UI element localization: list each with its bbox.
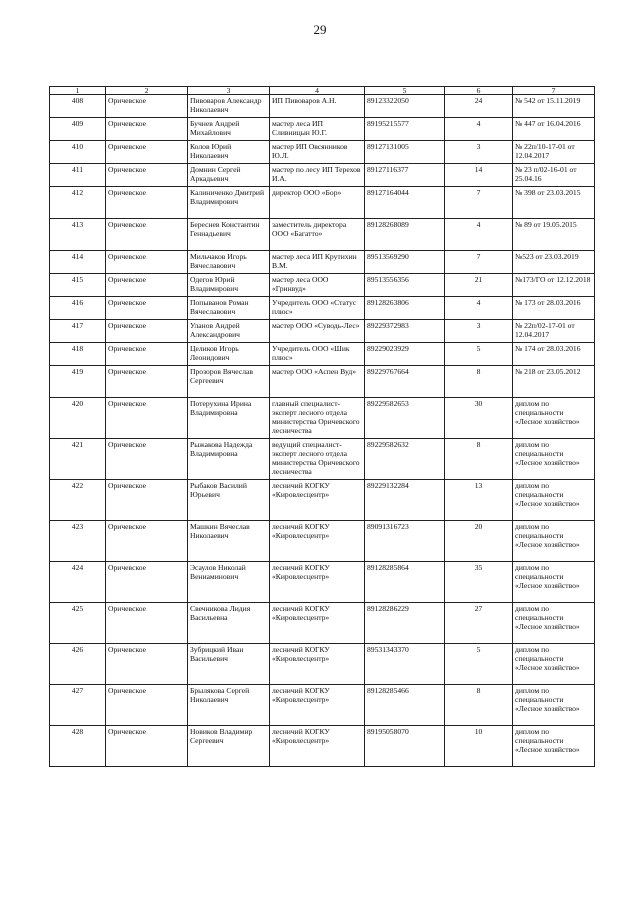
experience-years: 4: [445, 219, 513, 251]
column-number-6: 6: [445, 87, 513, 95]
document-reference: диплом по специальности «Лесное хозяйство»: [513, 644, 595, 685]
row-number: 427: [50, 685, 106, 726]
table-row: [50, 644, 595, 685]
row-number: 417: [50, 320, 106, 343]
person-name: Потерухина Ирина Владимировна: [188, 398, 270, 439]
forestry-name: Оричевское: [106, 164, 188, 187]
table-row: [50, 685, 595, 726]
forestry-name: Оричевское: [106, 320, 188, 343]
experience-years: 7: [445, 251, 513, 274]
position-organization: заместитель директора ООО «Багатто»: [270, 219, 365, 251]
forestry-name: Оричевское: [106, 603, 188, 644]
position-organization: мастер ООО «Аспен Вуд»: [270, 366, 365, 398]
phone-number: 89229582632: [365, 439, 445, 480]
document-reference: №173/ГО от 12.12.2018: [513, 274, 595, 297]
table-row: [50, 562, 595, 603]
document-reference: №523 от 23.03.2019: [513, 251, 595, 274]
phone-number: 89195058070: [365, 726, 445, 767]
row-number: 416: [50, 297, 106, 320]
person-name: Бучнев Андрей Михайлович: [188, 118, 270, 141]
position-organization: ИП Пивоваров А.Н.: [270, 95, 365, 118]
phone-number: 89128285466: [365, 685, 445, 726]
person-name: Рыжакова Надежда Владимировна: [188, 439, 270, 480]
person-name: Колов Юрий Николаевич: [188, 141, 270, 164]
table-row: [50, 398, 595, 439]
experience-years: 10: [445, 726, 513, 767]
phone-number: 89229582653: [365, 398, 445, 439]
forestry-name: Оричевское: [106, 274, 188, 297]
table-row: [50, 251, 595, 274]
column-number-2: 2: [106, 87, 188, 95]
row-number: 413: [50, 219, 106, 251]
person-name: Целиков Игорь Леонидович: [188, 343, 270, 366]
position-organization: мастер леса ООО «Гринвуд»: [270, 274, 365, 297]
forestry-name: Оричевское: [106, 219, 188, 251]
document-reference: № 447 от 16.04.2016: [513, 118, 595, 141]
person-name: Рыбаков Василий Юрьевич: [188, 480, 270, 521]
position-organization: лесничий КОГКУ «Кировлесцентр»: [270, 603, 365, 644]
person-name: Калиниченко Дмитрий Владимирович: [188, 187, 270, 219]
phone-number: 89127131005: [365, 141, 445, 164]
person-name: Попыванов Роман Вячеславович: [188, 297, 270, 320]
experience-years: 7: [445, 187, 513, 219]
table-row: [50, 343, 595, 366]
table-row: [50, 439, 595, 480]
document-reference: № 173 от 28.03.2016: [513, 297, 595, 320]
document-reference: диплом по специальности «Лесное хозяйство»: [513, 480, 595, 521]
table-row: [50, 141, 595, 164]
forestry-name: Оричевское: [106, 297, 188, 320]
experience-years: 24: [445, 95, 513, 118]
experience-years: 4: [445, 297, 513, 320]
phone-number: 89128285864: [365, 562, 445, 603]
document-reference: № 22п/10-17-01 от 12.04.2017: [513, 141, 595, 164]
phone-number: 89229767664: [365, 366, 445, 398]
phone-number: 89127116377: [365, 164, 445, 187]
forestry-name: Оричевское: [106, 366, 188, 398]
phone-number: 89091316723: [365, 521, 445, 562]
document-reference: диплом по специальности «Лесное хозяйство»: [513, 439, 595, 480]
position-organization: мастер леса ИП Крутихин В.М.: [270, 251, 365, 274]
person-name: Эсаулов Николай Вениаминович: [188, 562, 270, 603]
forestry-name: Оричевское: [106, 95, 188, 118]
forestry-name: Оричевское: [106, 685, 188, 726]
document-reference: диплом по специальности «Лесное хозяйство»: [513, 521, 595, 562]
document-reference: диплом по специальности «Лесное хозяйство»: [513, 398, 595, 439]
experience-years: 27: [445, 603, 513, 644]
position-organization: лесничий КОГКУ «Кировлесцентр»: [270, 685, 365, 726]
phone-number: 89195215577: [365, 118, 445, 141]
document-reference: № 398 от 23.03.2015: [513, 187, 595, 219]
forestry-name: Оричевское: [106, 187, 188, 219]
row-number: 419: [50, 366, 106, 398]
person-name: Одегов Юрий Владимирович: [188, 274, 270, 297]
column-number-1: 1: [50, 87, 106, 95]
table-row: [50, 480, 595, 521]
document-reference: № 542 от 15.11.2019: [513, 95, 595, 118]
document-reference: диплом по специальности «Лесное хозяйство»: [513, 685, 595, 726]
phone-number: 89513569290: [365, 251, 445, 274]
row-number: 421: [50, 439, 106, 480]
document-reference: № 218 от 23.05.2012: [513, 366, 595, 398]
person-name: Мильчаков Игорь Вячеславович: [188, 251, 270, 274]
forestry-name: Оричевское: [106, 480, 188, 521]
forestry-name: Оричевское: [106, 521, 188, 562]
column-number-row: [50, 87, 595, 95]
phone-number: 89127164044: [365, 187, 445, 219]
registry-table: [49, 86, 595, 767]
person-name: Свечникова Лидия Васильевна: [188, 603, 270, 644]
forestry-name: Оричевское: [106, 398, 188, 439]
experience-years: 8: [445, 439, 513, 480]
position-organization: лесничий КОГКУ «Кировлесцентр»: [270, 726, 365, 767]
document-reference: № 174 от 28.03.2016: [513, 343, 595, 366]
position-organization: лесничий КОГКУ «Кировлесцентр»: [270, 562, 365, 603]
phone-number: 89123322050: [365, 95, 445, 118]
forestry-name: Оричевское: [106, 118, 188, 141]
row-number: 410: [50, 141, 106, 164]
row-number: 408: [50, 95, 106, 118]
document-reference: № 89 от 19.05.2015: [513, 219, 595, 251]
position-organization: Учредитель ООО «Статус плюс»: [270, 297, 365, 320]
position-organization: лесничий КОГКУ «Кировлесцентр»: [270, 521, 365, 562]
position-organization: директор ООО «Бор»: [270, 187, 365, 219]
row-number: 422: [50, 480, 106, 521]
table-row: [50, 164, 595, 187]
row-number: 428: [50, 726, 106, 767]
phone-number: 89128286229: [365, 603, 445, 644]
experience-years: 35: [445, 562, 513, 603]
document-reference: № 23 п/02-16-01 от 25.04.16: [513, 164, 595, 187]
table-row: [50, 274, 595, 297]
row-number: 425: [50, 603, 106, 644]
experience-years: 20: [445, 521, 513, 562]
experience-years: 4: [445, 118, 513, 141]
row-number: 423: [50, 521, 106, 562]
column-number-7: 7: [513, 87, 595, 95]
document-reference: диплом по специальности «Лесное хозяйство»: [513, 726, 595, 767]
experience-years: 3: [445, 320, 513, 343]
table-row: [50, 320, 595, 343]
document-reference: диплом по специальности «Лесное хозяйство»: [513, 562, 595, 603]
table-row: [50, 118, 595, 141]
table-row: [50, 366, 595, 398]
table-row: [50, 726, 595, 767]
phone-number: 89128263806: [365, 297, 445, 320]
table-row: [50, 603, 595, 644]
phone-number: 89513556356: [365, 274, 445, 297]
table-row: [50, 297, 595, 320]
experience-years: 5: [445, 343, 513, 366]
experience-years: 8: [445, 366, 513, 398]
person-name: Пивоваров Александр Николаевич: [188, 95, 270, 118]
position-organization: мастер леса ИП Сливницын Ю.Г.: [270, 118, 365, 141]
column-number-5: 5: [365, 87, 445, 95]
position-organization: лесничий КОГКУ «Кировлесцентр»: [270, 480, 365, 521]
phone-number: 89229023929: [365, 343, 445, 366]
experience-years: 8: [445, 685, 513, 726]
table-body: [50, 95, 595, 767]
document-reference: № 22п/02-17-01 от 12.04.2017: [513, 320, 595, 343]
forestry-name: Оричевское: [106, 644, 188, 685]
experience-years: 5: [445, 644, 513, 685]
table-row: [50, 95, 595, 118]
row-number: 424: [50, 562, 106, 603]
person-name: Брылякова Сергей Николаевич: [188, 685, 270, 726]
table-row: [50, 219, 595, 251]
person-name: Прозоров Вячеслав Сергеевич: [188, 366, 270, 398]
table-row: [50, 521, 595, 562]
forestry-name: Оричевское: [106, 141, 188, 164]
position-organization: мастер ИП Овсянников Ю.Л.: [270, 141, 365, 164]
forestry-name: Оричевское: [106, 562, 188, 603]
person-name: Береснев Константин Геннадьевич: [188, 219, 270, 251]
phone-number: 89531343370: [365, 644, 445, 685]
experience-years: 13: [445, 480, 513, 521]
row-number: 412: [50, 187, 106, 219]
position-organization: лесничий КОГКУ «Кировлесцентр»: [270, 644, 365, 685]
position-organization: мастер ООО «Суводь-Лес»: [270, 320, 365, 343]
phone-number: 89128268089: [365, 219, 445, 251]
table-row: [50, 187, 595, 219]
position-organization: Учредитель ООО «Шик плюс»: [270, 343, 365, 366]
experience-years: 30: [445, 398, 513, 439]
person-name: Зубрицкий Иван Васильевич: [188, 644, 270, 685]
person-name: Уланов Андрей Александрович: [188, 320, 270, 343]
row-number: 420: [50, 398, 106, 439]
person-name: Машкин Вячеслав Николаевич: [188, 521, 270, 562]
phone-number: 89229132284: [365, 480, 445, 521]
forestry-name: Оричевское: [106, 343, 188, 366]
column-number-4: 4: [270, 87, 365, 95]
column-number-3: 3: [188, 87, 270, 95]
experience-years: 14: [445, 164, 513, 187]
forestry-name: Оричевское: [106, 439, 188, 480]
row-number: 409: [50, 118, 106, 141]
row-number: 426: [50, 644, 106, 685]
person-name: Домнин Сергей Аркадьевич: [188, 164, 270, 187]
document-reference: диплом по специальности «Лесное хозяйство»: [513, 603, 595, 644]
phone-number: 89229372983: [365, 320, 445, 343]
row-number: 418: [50, 343, 106, 366]
position-organization: главный специалист-эксперт лесного отдела министерства Оричевского лесничества: [270, 398, 365, 439]
row-number: 411: [50, 164, 106, 187]
position-organization: мастер по лесу ИП Терехов И.А.: [270, 164, 365, 187]
page-number: 29: [313, 22, 327, 37]
row-number: 414: [50, 251, 106, 274]
row-number: 415: [50, 274, 106, 297]
person-name: Новиков Владимир Сергеевич: [188, 726, 270, 767]
experience-years: 21: [445, 274, 513, 297]
forestry-name: Оричевское: [106, 726, 188, 767]
experience-years: 3: [445, 141, 513, 164]
position-organization: ведущий специалист-эксперт лесного отдела министерства Оричевского лесничества: [270, 439, 365, 480]
forestry-name: Оричевское: [106, 251, 188, 274]
